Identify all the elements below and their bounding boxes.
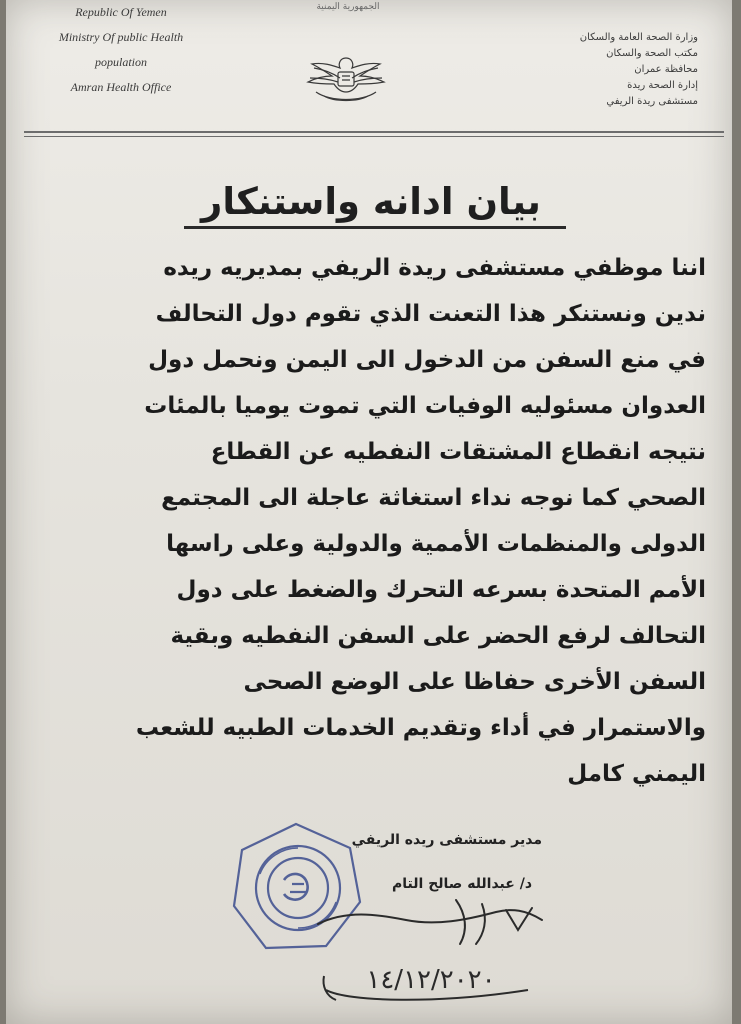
letterhead-en-line: Republic Of Yemen xyxy=(75,5,167,19)
letterhead-ar-line: محافظة عمران xyxy=(634,64,698,75)
letterhead-ar-line: وزارة الصحة العامة والسكان xyxy=(579,32,698,43)
title-underline xyxy=(184,226,566,229)
body-line: الدولى والمنظمات الأممية والدولية وعلى راسها xyxy=(166,531,706,557)
body-line: الأمم المتحدة بسرعه التحرك والضغط على دول xyxy=(176,577,706,603)
body-line: الصحي كما نوجه نداء استغاثة عاجلة الى المجتمع xyxy=(161,485,706,511)
body-line: السفن الأخرى حفاظا على الوضع الصحى xyxy=(243,669,706,695)
letterhead-ar-line: إدارة الصحة ريدة xyxy=(627,80,698,91)
header-divider xyxy=(24,131,724,133)
document-body xyxy=(56,245,706,797)
body-line: نتيجه انقطاع المشتقات النفطيه عن القطاع xyxy=(210,439,706,465)
handwritten-signature-icon xyxy=(306,880,566,970)
signatory-title: مدير مستشفى ريده الريفي xyxy=(351,832,542,848)
handwritten-date: ١٤/١٢/٢٠٢٠ xyxy=(366,965,496,995)
letterhead-english xyxy=(36,0,206,100)
letterhead-en-line: population xyxy=(94,55,147,69)
letterhead-ar-line: مكتب الصحة والسكان xyxy=(606,48,698,59)
header-divider-thin xyxy=(24,136,724,137)
letterhead-ar-line: مستشفى ريدة الريفي xyxy=(606,96,698,107)
letterhead-en-line: Ministry Of public Health xyxy=(58,30,184,44)
letterhead-arabic xyxy=(478,30,698,110)
document-page xyxy=(6,0,732,1024)
letterhead-en-line: Amran Health Office xyxy=(70,80,172,94)
body-line: اننا موظفي مستشفى ريدة الريفي بمديريه ريده xyxy=(163,255,706,281)
body-line: اليمني كامل xyxy=(567,761,706,787)
body-line: التحالف لرفع الحضر على السفن النفطيه وبقية xyxy=(170,623,706,649)
body-line: ندين ونستنكر هذا التعنت الذي تقوم دول التحالف xyxy=(155,301,706,327)
body-line: في منع السفن من الدخول الى اليمن ونحمل دول xyxy=(148,347,706,373)
body-line: العدوان مسئوليه الوفيات التي تموت يوميا بالمئات xyxy=(144,393,706,419)
body-line: والاستمرار في أداء وتقديم الخدمات الطبيه للشعب xyxy=(135,715,706,741)
letterhead-top-calligraphy: الجمهورية اليمنية xyxy=(316,2,380,12)
yemen-eagle-emblem-icon xyxy=(294,52,398,106)
document-title: بيان ادانه واستنكار xyxy=(201,180,541,223)
signatory-name: د/ عبدالله صالح التام xyxy=(392,876,532,892)
